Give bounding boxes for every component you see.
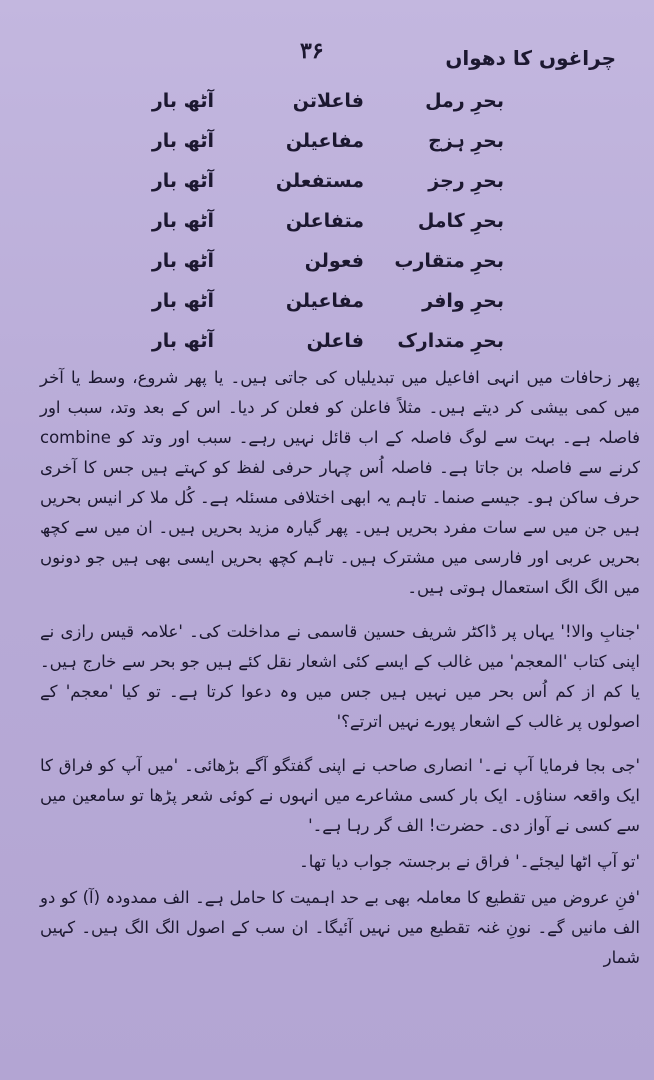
- meter-table: [0, 86, 654, 366]
- meter-row: [0, 286, 654, 326]
- meter-row: [0, 246, 654, 286]
- meter-feet: مستفعلن: [275, 170, 364, 192]
- meter-repetition: آٹھ بار: [151, 210, 214, 232]
- meter-feet: فاعلن: [306, 330, 364, 352]
- meter-row: [0, 86, 654, 126]
- running-title: چراغوں کا دھواں: [445, 46, 616, 70]
- meter-feet: فاعلاتن: [292, 90, 364, 112]
- meter-feet: مفاعیلن: [285, 290, 364, 312]
- meter-repetition: آٹھ بار: [151, 130, 214, 152]
- meter-repetition: آٹھ بار: [151, 330, 214, 352]
- meter-feet: فعولن: [304, 250, 364, 272]
- body-text: [40, 363, 640, 979]
- meter-row: [0, 166, 654, 206]
- meter-name: بحرِ رمل: [425, 90, 504, 112]
- paragraph: 'فنِ عروض میں تقطیع کا معاملہ بھی بے حد اہمیت کا حامل ہے۔ الف ممدودہ (آ) کو دو الف مانیں گے۔ نونِ غنہ تقطیع میں نہیں آئیگا۔ ان سب کے اصول الگ الگ ہیں۔ کہیں شمار: [40, 888, 640, 967]
- meter-feet: متفاعلن: [285, 210, 364, 232]
- meter-repetition: آٹھ بار: [151, 170, 214, 192]
- meter-repetition: آٹھ بار: [151, 250, 214, 272]
- meter-feet: مفاعیلن: [285, 130, 364, 152]
- meter-repetition: آٹھ بار: [151, 290, 214, 312]
- meter-name: بحرِ وافر: [422, 290, 504, 312]
- meter-name: بحرِ ہزج: [428, 130, 504, 152]
- meter-name: بحرِ متقارب: [394, 250, 504, 272]
- meter-name: بحرِ کامل: [417, 210, 504, 232]
- meter-row: [0, 206, 654, 246]
- paragraph: 'تو آپ اٹھا لیجئے۔' فراق نے برجستہ جواب دیا تھا۔: [299, 852, 640, 871]
- page-header: [0, 38, 654, 72]
- paragraph: پھر زحافات میں انہی افاعیل میں تبدیلیاں کی جاتی ہیں۔ یا پھر شروع، وسط یا آخر میں کمی بیشی کر دیتے ہیں۔ مثلاً فاعلن کو فعلن کر دیا۔ اس کے بعد وتد، سبب اور فاصلہ ہے۔ بہت سے لوگ فاصلہ کے اب قائل نہیں رہے۔ سبب اور وتد کو combine کرنے سے فاصلہ بن جاتا ہے۔ فاصلہ اُس چہار حرفی لفظ کو کہتے ہیں جس کا آخری حرف ساکن ہو۔ جیسے صنما۔ تاہم یہ ابھی اختلافی مسئلہ ہے۔ کُل ملا کر انیس بحریں ہیں جن میں سے سات مفرد بحریں ہیں۔ پھر گیارہ مزید بحریں ہیں۔ ان میں سے کچھ بحریں عربی اور فارسی میں مشترک ہیں۔ تاہم کچھ بحریں ایسی بھی ہیں جو دونوں میں الگ الگ استعمال ہوتی ہیں۔: [40, 368, 640, 597]
- meter-row: [0, 326, 654, 366]
- page-number: ۳۶: [300, 38, 324, 64]
- meter-name: بحرِ رجز: [428, 170, 504, 192]
- paragraph: 'جی بجا فرمایا آپ نے۔' انصاری صاحب نے اپنی گفتگو آگے بڑھائی۔ 'میں آپ کو فراق کا ایک واقعہ سناؤں۔ ایک بار کسی مشاعرے میں انہوں نے کوئی شعر پڑھا تو سامعین میں سے کسی نے آواز دی۔ حضرت! الف گر رہا ہے۔': [40, 756, 640, 835]
- meter-row: [0, 126, 654, 166]
- meter-repetition: آٹھ بار: [151, 90, 214, 112]
- paragraph: 'جنابِ والا!' یہاں پر ڈاکٹر شریف حسین قاسمی نے مداخلت کی۔ 'علامہ قیس رازی نے اپنی کتاب 'المعجم' میں غالب کے ایسے کئی اشعار نقل کئے ہیں جو بحر سے خارج ہیں۔ یا کم از کم اُس بحر میں نہیں ہیں جس میں وہ دعوا کرتا ہے۔ تو کیا 'معجم' کے اصولوں پر غالب کے اشعار پورے نہیں اترتے؟': [40, 622, 640, 731]
- meter-name: بحرِ متدارک: [397, 330, 504, 352]
